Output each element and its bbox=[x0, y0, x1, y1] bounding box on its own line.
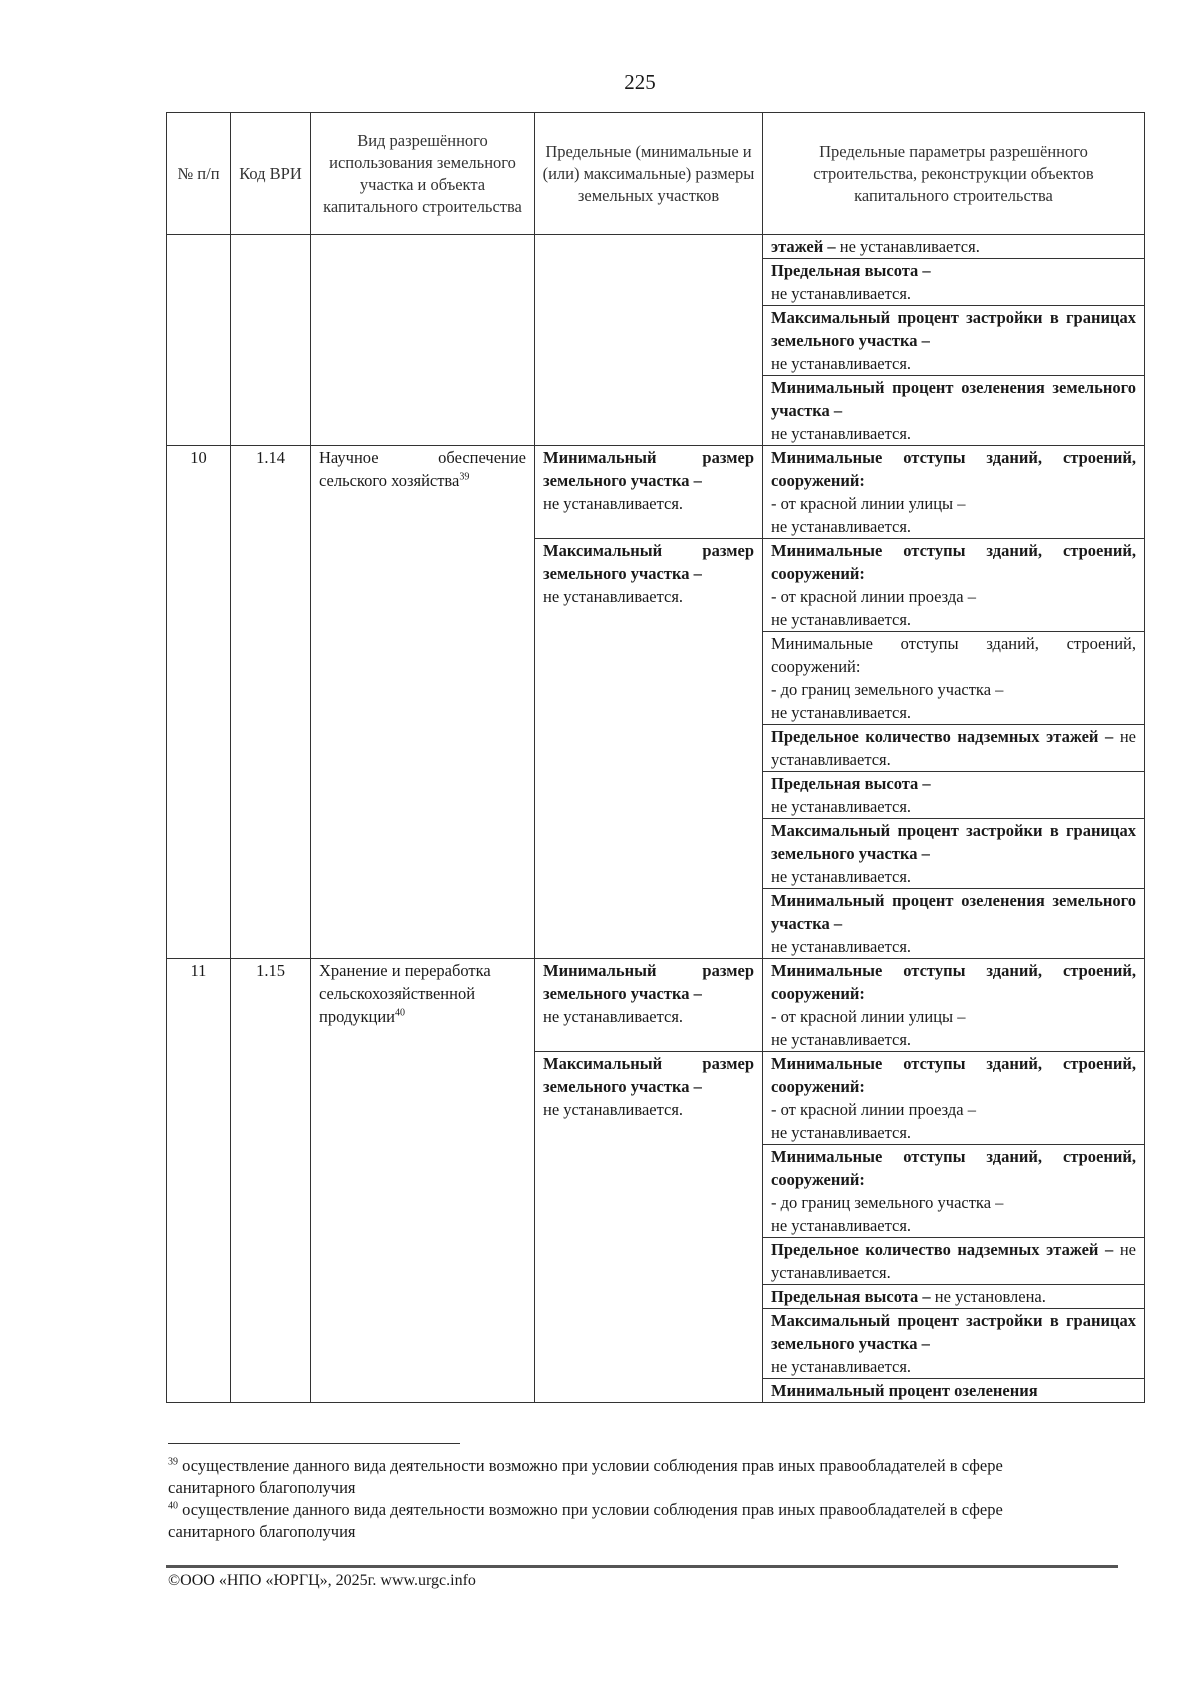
param-cell: этажей – не устанавливается. bbox=[763, 235, 1145, 259]
param-cell: Минимальный процент озеленения земельного участка – не устанавливается. bbox=[763, 889, 1145, 959]
param-cell: Минимальные отступы зданий, строений, сооружений: - от красной линии улицы – не устанавливается. bbox=[763, 446, 1145, 539]
param-cell: Минимальные отступы зданий, строений, сооружений: - от красной линии проезда – не устанавливается. bbox=[763, 539, 1145, 632]
param-cell: Минимальные отступы зданий, строений, сооружений: - до границ земельного участка – не устанавливается. bbox=[763, 1145, 1145, 1238]
param-cell: Максимальный процент застройки в границах земельного участка – не устанавливается. bbox=[763, 1309, 1145, 1379]
header-sizes: Предельные (минимальные и (или) максимальные) размеры земельных участков bbox=[535, 113, 763, 235]
row-num: 11 bbox=[167, 959, 231, 1403]
row-use: Научное обеспечение сельского хозяйства$^{39}$ bbox=[311, 446, 535, 959]
row-use: Хранение и переработка сельскохозяйственной продукции$^{40}$ bbox=[311, 959, 535, 1403]
land-use-table bbox=[166, 112, 1145, 1403]
row-code: 1.15 bbox=[231, 959, 311, 1403]
table-row bbox=[167, 235, 1145, 259]
param-cell: Предельная высота – не устанавливается. bbox=[763, 259, 1145, 306]
footnote-divider bbox=[168, 1443, 460, 1444]
table-header-row bbox=[167, 113, 1145, 235]
param-cell: Предельное количество надземных этажей – не устанавливается. bbox=[763, 1238, 1145, 1285]
param-cell: Предельная высота – не установлена. bbox=[763, 1285, 1145, 1309]
param-cell: Минимальные отступы зданий, строений, сооружений: - от красной линии улицы – не устанавливается. bbox=[763, 959, 1145, 1052]
param-cell: Максимальный процент застройки в границах земельного участка – не устанавливается. bbox=[763, 306, 1145, 376]
footer-divider bbox=[166, 1565, 1118, 1568]
param-cell: Предельная высота – не устанавливается. bbox=[763, 772, 1145, 819]
footnotes bbox=[168, 1455, 1068, 1543]
size-min-cell: Минимальный размер земельного участка – не устанавливается. bbox=[535, 959, 763, 1052]
page-number: 225 bbox=[624, 70, 656, 94]
param-cell: Минимальный процент озеленения земельного участка – не устанавливается. bbox=[763, 376, 1145, 446]
footnote-39: $^{39}$ осуществление данного вида деятельности возможно при условии соблюдения прав иных правообладателей в сфере санитарного благополучия bbox=[168, 1456, 1003, 1497]
param-cell: Минимальные отступы зданий, строений, сооружений: - до границ земельного участка – не устанавливается. bbox=[763, 632, 1145, 725]
row-num: 10 bbox=[167, 446, 231, 959]
header-num: № п/п bbox=[167, 113, 231, 235]
param-cell: Минимальные отступы зданий, строений, сооружений: - от красной линии проезда – не устанавливается. bbox=[763, 1052, 1145, 1145]
copyright-footer: ©ООО «НПО «ЮРГЦ», 2025г. www.urgc.info bbox=[168, 1572, 476, 1589]
footnote-40: $^{40}$ осуществление данного вида деятельности возможно при условии соблюдения прав иных правообладателей в сфере санитарного благополучия bbox=[168, 1500, 1003, 1541]
param-cell: Максимальный процент застройки в границах земельного участка – не устанавливается. bbox=[763, 819, 1145, 889]
header-use: Вид разрешённого использования земельного участка и объекта капитального строительства bbox=[311, 113, 535, 235]
table-row bbox=[167, 959, 1145, 1052]
param-cell: Минимальный процент озеленения bbox=[763, 1379, 1145, 1403]
header-params: Предельные параметры разрешённого строительства, реконструкции объектов капитального строительства bbox=[763, 113, 1145, 235]
header-code: Код ВРИ bbox=[231, 113, 311, 235]
size-min-cell: Минимальный размер земельного участка – не устанавливается. bbox=[535, 446, 763, 539]
row-code: 1.14 bbox=[231, 446, 311, 959]
size-max-cell: Максимальный размер земельного участка – не устанавливается. bbox=[535, 1052, 763, 1403]
param-cell: Предельное количество надземных этажей – не устанавливается. bbox=[763, 725, 1145, 772]
size-max-cell: Максимальный размер земельного участка – не устанавливается. bbox=[535, 539, 763, 959]
table-row bbox=[167, 446, 1145, 539]
